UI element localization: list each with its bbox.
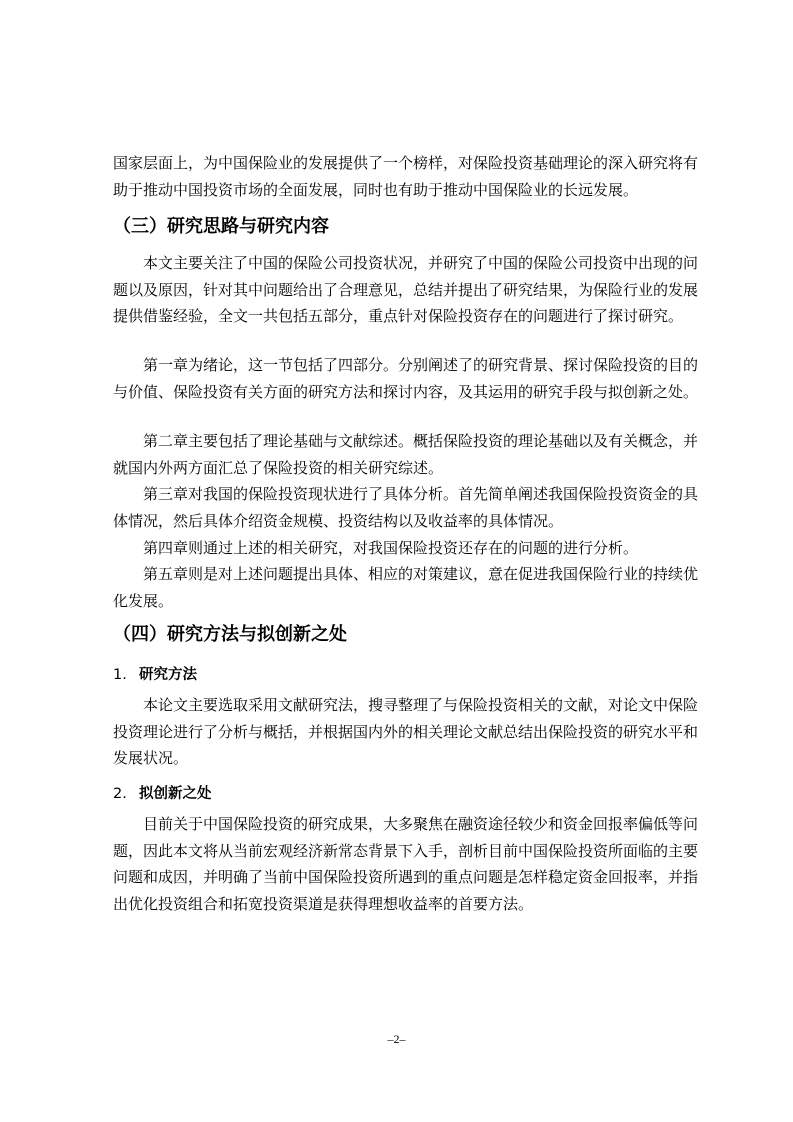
section-3-paragraph-1: 本文主要关注了中国的保险公司投资状况，并研究了中国的保险公司投资中出现的问题以及原因，针对其中问题给出了合理意见，总结并提出了研究结果，为保险行业的发展提供借鉴经验，全文一共包括五部分，重点针对保险投资存在的问题进行了探讨研究。 [113, 254, 699, 325]
section-3-paragraph-3: 第二章主要包括了理论基础与文献综述。概括保险投资的理论基础以及有关概念，并就国内外两方面汇总了保险投资的相关研究综述。 [113, 432, 699, 477]
section-3-paragraph-6: 第五章则是对上述问题提出具体、相应的对策建议，意在促进我国保险行业的持续优化发展。 [113, 565, 699, 610]
section-3-heading: （三）研究思路与研究内容 [113, 216, 329, 237]
page-number: –2– [387, 1032, 406, 1046]
section-4-heading: （四）研究方法与拟创新之处 [113, 624, 347, 645]
subsection-2-number: 2. [113, 786, 127, 802]
subsection-1-heading [113, 665, 197, 685]
subsection-2-heading [113, 784, 212, 804]
subsection-1-paragraph: 本论文主要选取采用文献研究法，搜寻整理了与保险投资相关的文献，对论文中保险投资理论进行了分析与概括，并根据国内外的相关理论文献总结出保险投资的研究水平和发展状况。 [113, 696, 699, 767]
continuation-paragraph: 国家层面上，为中国保险业的发展提供了一个榜样，对保险投资基础理论的深入研究将有助于推动中国投资市场的全面发展，同时也有助于推动中国保险业的长远发展。 [113, 154, 699, 199]
subsection-2-paragraph: 目前关于中国保险投资的研究成果，大多聚焦在融资途径较少和资金回报率偏低等问题，因此本文将从当前宏观经济新常态背景下入手，剖析目前中国保险投资所面临的主要问题和成因，并明确了当前中国保险投资所遇到的重点问题是怎样稳定资金回报率，并指出优化投资组合和拓宽投资渠道是获得理想收益率的首要方法。 [113, 815, 699, 913]
section-3-paragraph-4: 第三章对我国的保险投资现状进行了具体分析。首先简单阐述我国保险投资资金的具体情况，然后具体介绍资金规模、投资结构以及收益率的具体情况。 [113, 485, 699, 530]
subsection-1-number: 1. [113, 667, 127, 683]
section-3-paragraph-2: 第一章为绪论，这一节包括了四部分。分别阐述了的研究背景、探讨保险投资的目的与价值、保险投资有关方面的研究方法和探讨内容，及其运用的研究手段与拟创新之处。 [113, 356, 699, 401]
subsection-2-title: 拟创新之处 [139, 786, 212, 802]
subsection-1-title: 研究方法 [139, 667, 197, 683]
section-3-paragraph-5: 第四章则通过上述的相关研究，对我国保险投资还存在的问题的进行分析。 [143, 539, 639, 557]
